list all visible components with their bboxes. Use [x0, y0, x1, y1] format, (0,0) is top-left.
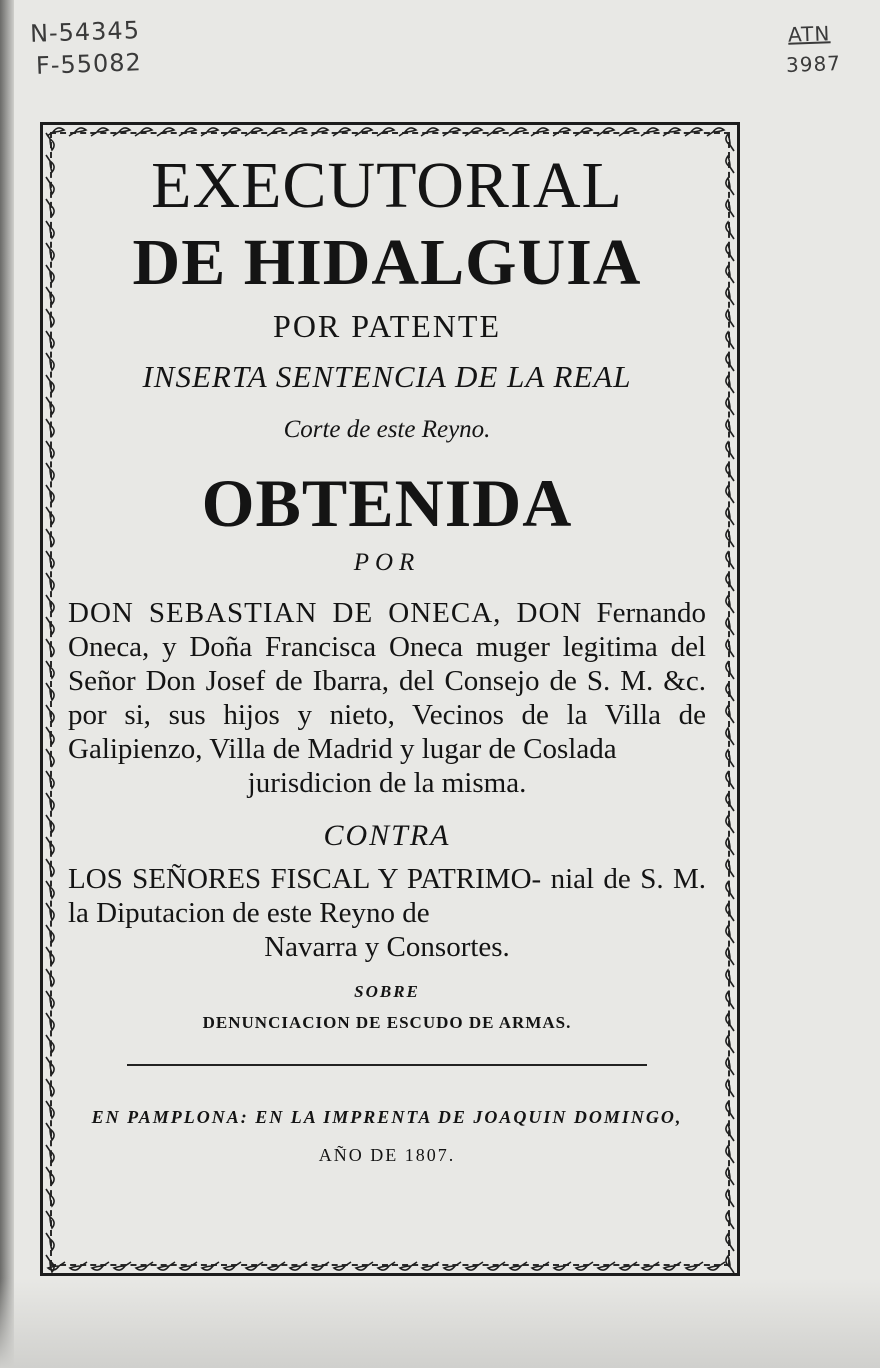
title-page-text	[62, 140, 712, 1168]
petitioners-end: jurisdicion de la misma.	[247, 767, 527, 799]
separator-rule	[127, 1064, 647, 1066]
defendants-paragraph	[62, 862, 712, 930]
title-line-1: EXECUTORIAL	[151, 149, 623, 222]
por-label: POR	[353, 549, 421, 576]
petitioners-body: Fernando Oneca, y Doña Francisca Oneca muger legitima del Señor Don Josef de Ibarra, del Consejo de S. M. &c. por si, sus hijos y nieto, Vecinos de la Villa de Galipienzo, Villa de Madrid y lugar de Coslada	[68, 597, 707, 765]
against-heading: CONTRA	[323, 819, 451, 852]
obtained-heading: OBTENIDA	[201, 465, 573, 541]
subject-text: DENUNCIACION DE ESCUDO DE ARMAS.	[202, 1013, 572, 1032]
archive-code-bottom-right: 3987	[785, 51, 842, 77]
imprint-year: AÑO DE 1807.	[318, 1145, 456, 1165]
defendants-end: Navarra y Consortes.	[264, 931, 510, 963]
petitioners-caps: DON SEBASTIAN DE ONECA, DON	[68, 597, 583, 629]
petitioners-paragraph	[62, 596, 712, 766]
archive-code-top-right: ATN	[787, 21, 831, 47]
archive-number-bottom-left: F-55082	[35, 48, 143, 80]
title-line-4: INSERTA SENTENCIA DE LA REAL	[142, 359, 632, 394]
title-line-2: DE HIDALGUIA	[132, 226, 642, 299]
title-line-3: POR PATENTE	[273, 308, 501, 344]
defendants-caps: LOS SEÑORES FISCAL Y PATRIMO-	[68, 863, 542, 895]
defendants-body: nial de S. M. la Diputacion de este Reyno de	[68, 863, 706, 929]
subject-heading: SOBRE	[354, 982, 420, 1001]
title-line-5: Corte de este Reyno.	[283, 416, 491, 443]
archive-number-top-left: N-54345	[29, 16, 141, 48]
imprint-place: EN PAMPLONA: EN LA IMPRENTA DE JOAQUIN DOMINGO,	[91, 1107, 683, 1127]
